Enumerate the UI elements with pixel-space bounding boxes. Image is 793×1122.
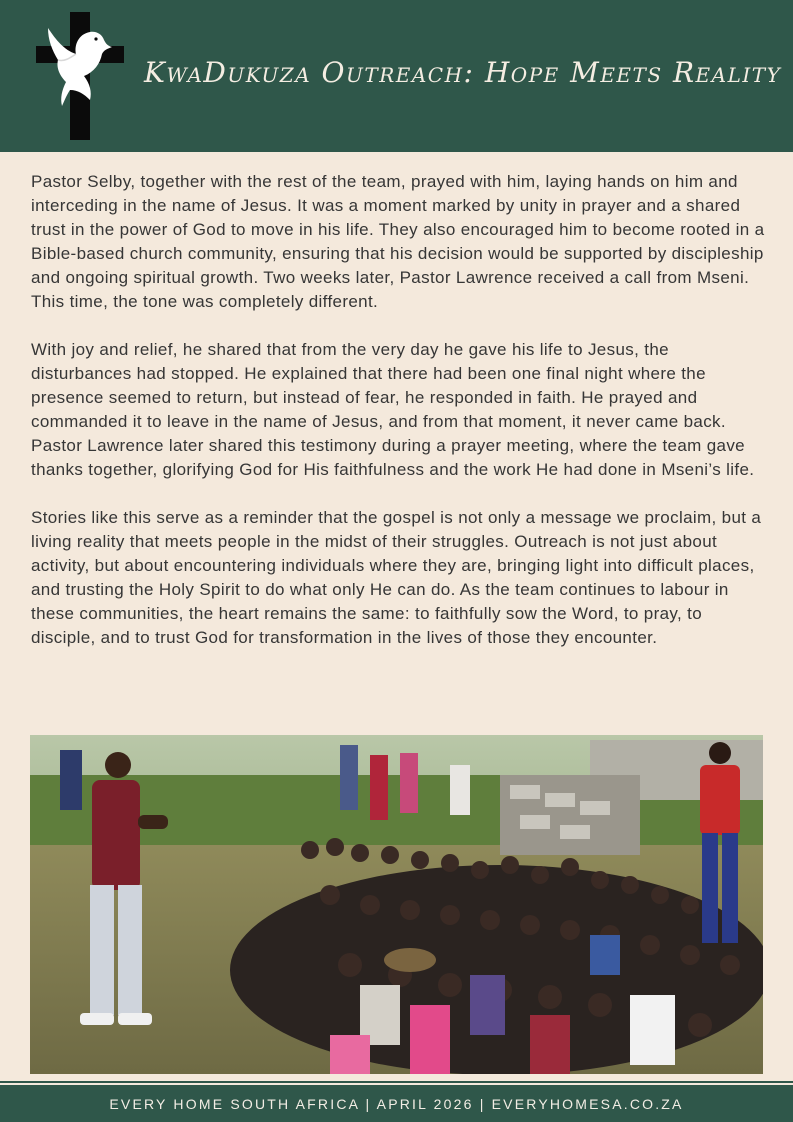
article-paragraph [31, 506, 766, 650]
article-body [31, 170, 766, 674]
page-footer [0, 1085, 793, 1122]
paragraph-text: Pastor Selby, together with the rest of the team, prayed with him, laying hands on him and interceding in the name of Jesus. It was a moment marked by unity in prayer and a shared trust in the power of God to move in his life. They also encouraged him to become rooted in a Bible-based church community, ensuring that his decision would be supported by discipleship and ongoing spiritual growth. Two weeks later, Pastor Lawrence received a call from Mseni. [31, 172, 765, 287]
page-title: KwaDukuza Outreach: Hope Meets Reality [144, 56, 782, 89]
outreach-photo-illustration [30, 735, 763, 1074]
footer-divider [0, 1081, 793, 1083]
page-header [0, 0, 793, 152]
paragraph-text: This time, the tone was completely different. [31, 292, 379, 311]
article-paragraph [31, 170, 766, 314]
outreach-photo [30, 735, 763, 1074]
cross-with-dove-icon [34, 10, 130, 142]
article-paragraph [31, 338, 766, 482]
paragraph-text: With joy and relief, he shared that from the very day he gave his life to Jesus, the disturbances had stopped. He explained that there had been one final night where the presence seemed to return, but instead of fear, he responded in faith. He prayed and commanded it to leave in the name of Jesus, and from that moment, it never came back. Pastor Lawrence later shared this testimony during a prayer meeting, where the team gave thanks together, glorifying God for His faithfulness and the work He had done in Mseni’s life. [31, 340, 755, 479]
footer-text: EVERY HOME SOUTH AFRICA | APRIL 2026 | EVERYHOMESA.CO.ZA [109, 1096, 684, 1112]
paragraph-text: Stories like this serve as a reminder that the gospel is not only a message we proclaim, but a living reality that meets people in the midst of their struggles. Outreach is not just about activity, but about encountering individuals where they are, bringing light into difficult places, and trusting the Holy Spirit to do what only He can do. As the team continues to labour in these communities, the heart remains the same: to faithfully sow the Word, to pray, to disciple, and to trust God for transformation in the lives of those they encounter. [31, 508, 762, 647]
